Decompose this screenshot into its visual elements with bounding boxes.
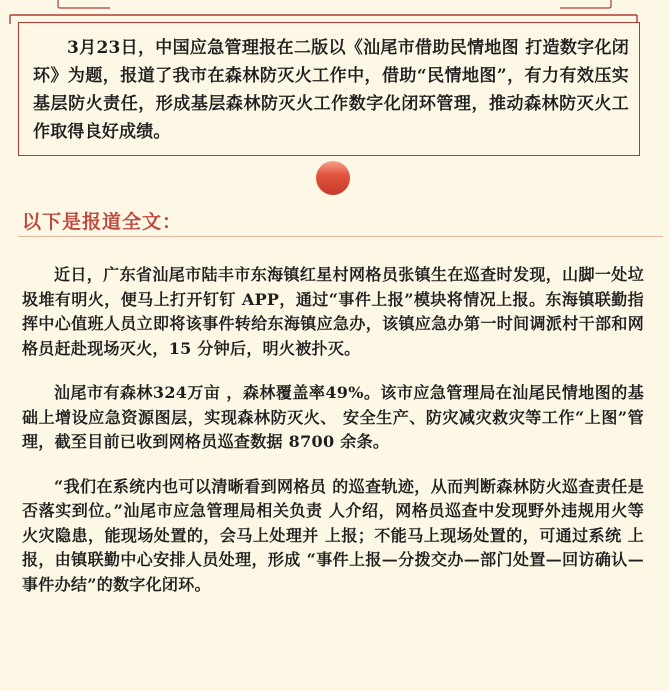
article-paragraph-1: 近日，广东省汕尾市陆丰市东海镇红星村网格员张镇生在巡查时发现，山脚一处垃圾堆有明火，便马上打开钉钉 APP，通过“事件上报”模块将情况上报。东海镇联勤指挥中心值班人员立即将该事件转给东海镇应急办，该镇应急办第一时间调派村干部和网格员赶赴现场灭火，15 分钟后，明火被扑灭。 bbox=[22, 265, 644, 358]
top-bracket-decoration bbox=[0, 0, 669, 24]
article-paragraph-2: 汕尾市有森林324万亩 ，森林覆盖率49%。该市应急管理局在汕尾民情地图的基 础上增设应急资源图层，实现森林防灭火、 安全生产、防灾减灾救灾等工作“上图”管理，截至目前已收到网格员巡查数据 8700 余条。 bbox=[22, 383, 644, 451]
intro-summary-text: 3月23日，中国应急管理报在二版以《汕尾市借助民情地图 打造数字化闭环》为题，报道了我市在森林防灭火工作中，借助“民情地图”，有力有效压实基层防火责任，形成基层森林防灭火工作数字化闭环管理，推动森林防灭火工作取得良好成绩。 bbox=[33, 38, 629, 142]
article-paragraph-3: “我们在系统内也可以清晰看到网格员 的巡查轨迹，从而判断森林防火巡查责任是 否落实到位。”汕尾市应急管理局相关负责 人介绍，网格员巡查中发现野外违规用火等 火灾隐患，能现场处置的，会马上处理并 上报；不能马上现场处置的，可通过系统 上报，由镇联勤中心安排人员处理，形成 “事件上报—分拨交办—部门处置—回访确认—事件办结”的数字化闭环。 bbox=[22, 476, 644, 594]
article-body bbox=[22, 263, 644, 617]
red-half-circle-ornament bbox=[315, 160, 351, 196]
section-heading: 以下是报道全文： bbox=[22, 211, 183, 233]
intro-summary-box bbox=[18, 22, 640, 156]
heading-divider bbox=[18, 236, 663, 237]
